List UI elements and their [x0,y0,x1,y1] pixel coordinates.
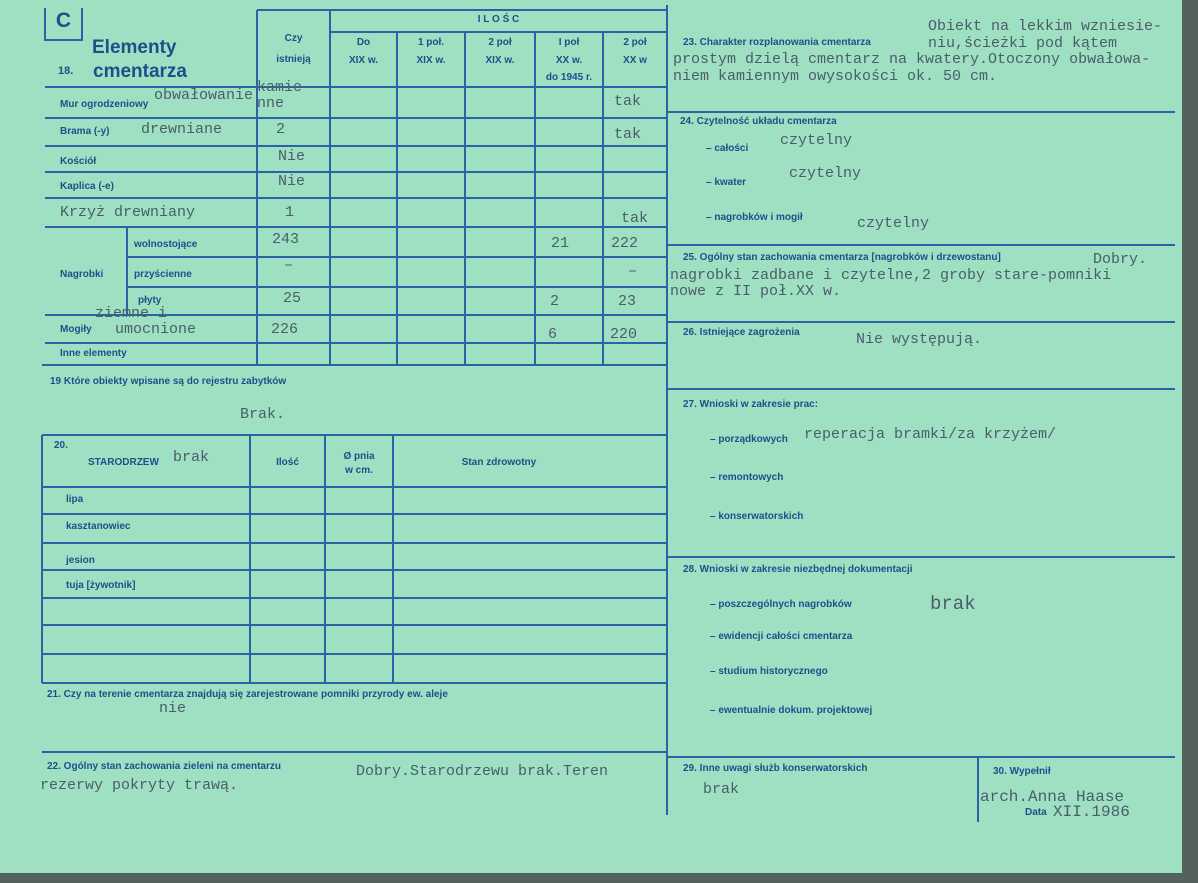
tree-kasztanowiec: kasztanowiec [66,521,131,532]
q27-value: reperacja bramki/za krzyżem/ [804,426,1057,443]
header-col1-b: XIX w. [348,55,379,66]
q27-label: 27. Wnioski w zakresie prac: [683,399,819,410]
header-col4-a: I poł [558,37,580,48]
q25-value-2: nagrobki zadbane i czytelne,2 groby stare-pomniki [670,267,1112,284]
header-col4-b: XX w. [555,55,583,66]
header-col5-b: XX w [623,55,647,66]
header-col4-c: do 1945 r. [545,72,593,83]
header-col3-b: XIX w. [485,55,515,66]
row-krzyz-xx2: tak [621,210,649,227]
section-18-number: 18. [58,65,74,77]
q28-value: brak [930,593,976,615]
q29-label: 29. Inne uwagi służb konserwatorskich [683,763,868,774]
mogily-text-2: umocnione [115,321,197,338]
q22-label: 22. Ogólny stan zachowania zieleni na cmentarzu [47,761,281,772]
q24-item-nagrobkow: – nagrobków i mogił [706,212,803,223]
q23-label: 23. Charakter rozplanowania cmentarza [683,37,871,48]
row-mur-label: Mur ogrodzeniowy [60,99,149,110]
tree-tuja: tuja [żywotnik] [66,580,136,591]
row-kosciol-label: Kościół [60,156,97,167]
row-brama-xx2: tak [614,126,642,143]
row-przyscienne-label: przyścienne [134,269,192,280]
mogily-xx2: 220 [610,326,638,343]
row-mur-czy-2: nne [257,95,285,112]
q23-value-2: niu,ścieżki pod kątem [928,35,1118,52]
wolnostojace-xx2: 222 [611,235,639,252]
przyscienne-czy: – [284,257,294,274]
row-brama-value: drewniane [141,121,223,138]
section-18-title-1: Elementy [92,37,177,58]
row-kaplica-czy: Nie [278,173,306,190]
q25-label: 25. Ogólny stan zachowania cmentarza [nagrobków i drzewostanu] [683,252,1001,263]
plyty-czy: 25 [283,290,302,307]
q27-item-porzadkowych: – porządkowych [710,434,788,445]
q27-item-konserwatorskich: – konserwatorskich [710,511,804,522]
q20-ilosc-label: Ilość [276,457,299,468]
q23-value-1: Obiekt na lekkim wzniesie- [928,18,1163,35]
mogily-czy: 226 [271,321,299,338]
row-krzyz-label: Krzyż drewniany [60,204,196,221]
row-brama-czy: 2 [276,121,286,138]
q19-value: Brak. [240,406,286,423]
row-kosciol-czy: Nie [278,148,306,165]
q20-pnia-label-1: Ø pnia [343,451,375,462]
row-mogily-label: Mogiły [60,324,92,335]
wolnostojace-czy: 243 [272,231,300,248]
form-letter: C [55,9,72,32]
row-krzyz-czy: 1 [285,204,295,221]
q24-value-nagrobkow: czytelny [857,215,930,232]
mogily-text-1: ziemne i [95,305,168,322]
plyty-xx1: 2 [550,293,560,310]
wolnostojace-xx1: 21 [551,235,570,252]
q20-stan-label: Stan zdrowotny [461,457,537,468]
tree-lipa: lipa [66,494,84,505]
row-nagrobki-label: Nagrobki [60,269,104,280]
row-mur-xx2: tak [614,93,642,110]
q28-item-dokum: – ewentualnie dokum. projektowej [710,705,873,716]
header-col1-a: Do [356,37,371,48]
q22-value-2: rezerwy pokryty trawą. [40,777,239,794]
mogily-xx1: 6 [548,326,558,343]
q23-value-4: niem kamiennym owysokości ok. 50 cm. [673,68,998,85]
header-col5-a: 2 poł [623,37,647,48]
q20-number: 20. [54,440,68,451]
header-col2-b: XIX w. [416,55,446,66]
header-col2-a: 1 poł. [417,37,445,48]
q30-value: arch.Anna Haase [980,788,1125,806]
header-ilosc: I L O Ś C [477,14,520,25]
q24-label: 24. Czytelność układu cmentarza [680,116,837,127]
q28-item-studium: – studium historycznego [710,666,828,677]
q25-value-3: nowe z II poł.XX w. [670,283,842,300]
q26-value: Nie występują. [856,331,983,348]
scan-edge-right [1182,0,1198,883]
q23-value-3: prostym dzielą cmentarz na kwatery.Otoczony obwałowa- [673,51,1151,68]
q25-value-1: Dobry. [1093,251,1148,268]
q27-item-remontowych: – remontowych [710,472,784,483]
row-mur-czy-1: kamie- [257,79,312,96]
q20-value: brak [173,449,210,466]
header-czy: Czy [284,33,303,44]
row-plyty-label: płyty [138,295,162,306]
row-inne-label: Inne elementy [60,348,127,359]
row-kaplica-label: Kaplica (-e) [60,181,114,192]
q19-label: 19 Które obiekty wpisane są do rejestru zabytków [50,376,287,387]
q30-label: 30. Wypełnił [993,766,1051,777]
tree-jesion: jesion [66,555,95,566]
q21-label: 21. Czy na terenie cmentarza znajdują się zarejestrowane pomniki przyrody ew. aleje [47,689,448,700]
scan-edge-bottom [0,873,1198,883]
section-18-title-2: cmentarza [93,61,187,82]
q24-value-calosci: czytelny [780,132,853,149]
q28-item-ewidencji: – ewidencji całości cmentarza [710,631,853,642]
q28-item-nagrobkow: – poszczególnych nagrobków [710,599,852,610]
przyscienne-xx2: – [628,263,638,280]
header-col3-a: 2 poł [488,37,512,48]
q28-label: 28. Wnioski w zakresie niezbędnej dokumentacji [683,564,913,575]
plyty-xx2: 23 [618,293,637,310]
row-wolnostojace-label: wolnostojące [134,239,198,250]
q24-item-calosci: – całości [706,143,749,154]
q22-value-1: Dobry.Starodrzewu brak.Teren [356,763,609,780]
q20-pnia-label-2: w cm. [345,465,373,476]
q29-value: brak [703,781,740,798]
header-istnieja: istnieją [276,54,311,65]
q24-value-kwater: czytelny [789,165,862,182]
q20-starodrzew-label: STARODRZEW [88,457,159,468]
row-brama-label: Brama (-y) [60,126,110,137]
row-mur-value: obwałowanie [154,87,254,104]
q24-item-kwater: – kwater [706,177,747,188]
q21-value: nie [159,700,187,717]
q26-label: 26. Istniejące zagrożenia [683,327,800,338]
data-value: XII.1986 [1053,803,1130,821]
data-label: Data [1025,807,1047,818]
